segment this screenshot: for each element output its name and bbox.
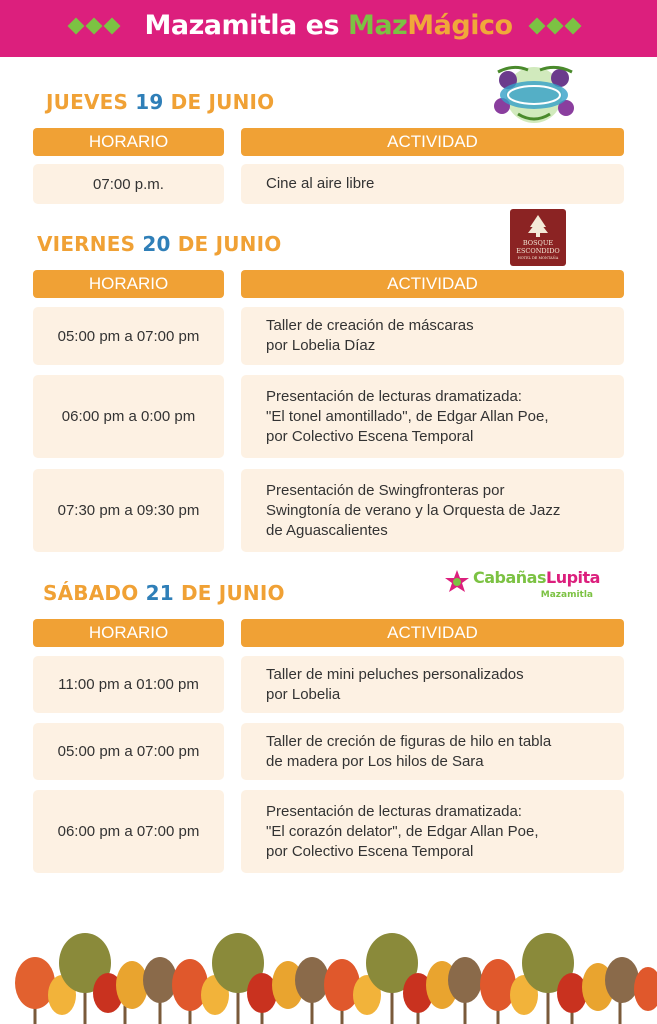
- day-prefix: VIERNES: [37, 232, 143, 256]
- day-suffix: DE JUNIO: [163, 90, 275, 114]
- logo-text: BOSQUE ESCONDIDO: [516, 239, 560, 255]
- logo-subtext: HOTEL DE MONTAÑA: [517, 256, 559, 260]
- table-header-horario: HORARIO: [33, 619, 224, 647]
- title-part-1: Mazamitla es: [144, 10, 348, 41]
- bosque-escondido-logo-icon: [510, 209, 566, 266]
- day-title-sabado: [43, 581, 285, 605]
- activity-text: Presentación de lecturas dramatizada: "El corazón delator", de Edgar Allan Poe, por Colectivo Escena Temporal: [266, 802, 539, 860]
- table-header-actividad: ACTIVIDAD: [241, 128, 624, 156]
- table-header-actividad: ACTIVIDAD: [241, 619, 624, 647]
- time-cell: 05:00 pm a 07:00 pm: [33, 307, 224, 365]
- decorative-festival-logo-icon: [488, 62, 580, 128]
- title-part-2: Maz: [347, 10, 408, 41]
- logo-text-1: Cabañas: [473, 568, 546, 587]
- autumn-trees-icon: [0, 925, 657, 1024]
- day-number: 20: [142, 232, 171, 256]
- table-header-actividad: ACTIVIDAD: [241, 270, 624, 298]
- activity-cell: [241, 790, 624, 873]
- day-suffix: DE JUNIO: [170, 232, 282, 256]
- table-header-horario: HORARIO: [33, 128, 224, 156]
- table-header-horario: HORARIO: [33, 270, 224, 298]
- activity-text: Taller de creción de figuras de hilo en tabla de madera por Los hilos de Sara: [266, 732, 552, 770]
- activity-text: Presentación de Swingfronteras por Swingtonía de verano y la Orquesta de Jazz de Aguascalientes: [266, 481, 561, 539]
- time-cell: 07:00 p.m.: [33, 164, 224, 204]
- day-suffix: DE JUNIO: [173, 581, 285, 605]
- day-number: 21: [145, 581, 174, 605]
- activity-cell: [241, 723, 624, 780]
- activity-cell: [241, 469, 624, 552]
- activity-text: Taller de mini peluches personalizados por Lobelia: [266, 665, 524, 703]
- cabanas-lupita-logo-icon: [444, 568, 600, 604]
- activity-text: Taller de creación de máscaras por Lobelia Díaz: [266, 317, 474, 354]
- day-title-viernes: [37, 232, 281, 256]
- activity-cell: [241, 307, 624, 365]
- time-cell: 11:00 pm a 01:00 pm: [33, 656, 224, 713]
- day-prefix: JUEVES: [46, 90, 136, 114]
- time-cell: 06:00 pm a 07:00 pm: [33, 790, 224, 873]
- logo-text-2: Lupita: [546, 568, 600, 587]
- day-title-jueves: [46, 90, 274, 114]
- day-prefix: SÁBADO: [43, 581, 146, 605]
- activity-cell: [241, 164, 624, 204]
- header-banner: [0, 0, 657, 57]
- activity-cell: [241, 375, 624, 458]
- activity-cell: [241, 656, 624, 713]
- time-cell: 06:00 pm a 0:00 pm: [33, 375, 224, 458]
- diamonds-right-icon: [531, 14, 579, 38]
- logo-subtext: Mazamitla: [540, 590, 593, 600]
- time-cell: 05:00 pm a 07:00 pm: [33, 723, 224, 780]
- activity-text: Presentación de lecturas dramatizada: "El tonel amontillado", de Edgar Allan Poe, por Colectivo Escena Temporal: [266, 387, 549, 445]
- title-part-3: Mágico: [407, 10, 513, 41]
- activity-text: Cine al aire libre: [266, 175, 375, 192]
- day-number: 19: [135, 90, 164, 114]
- time-cell: 07:30 pm a 09:30 pm: [33, 469, 224, 552]
